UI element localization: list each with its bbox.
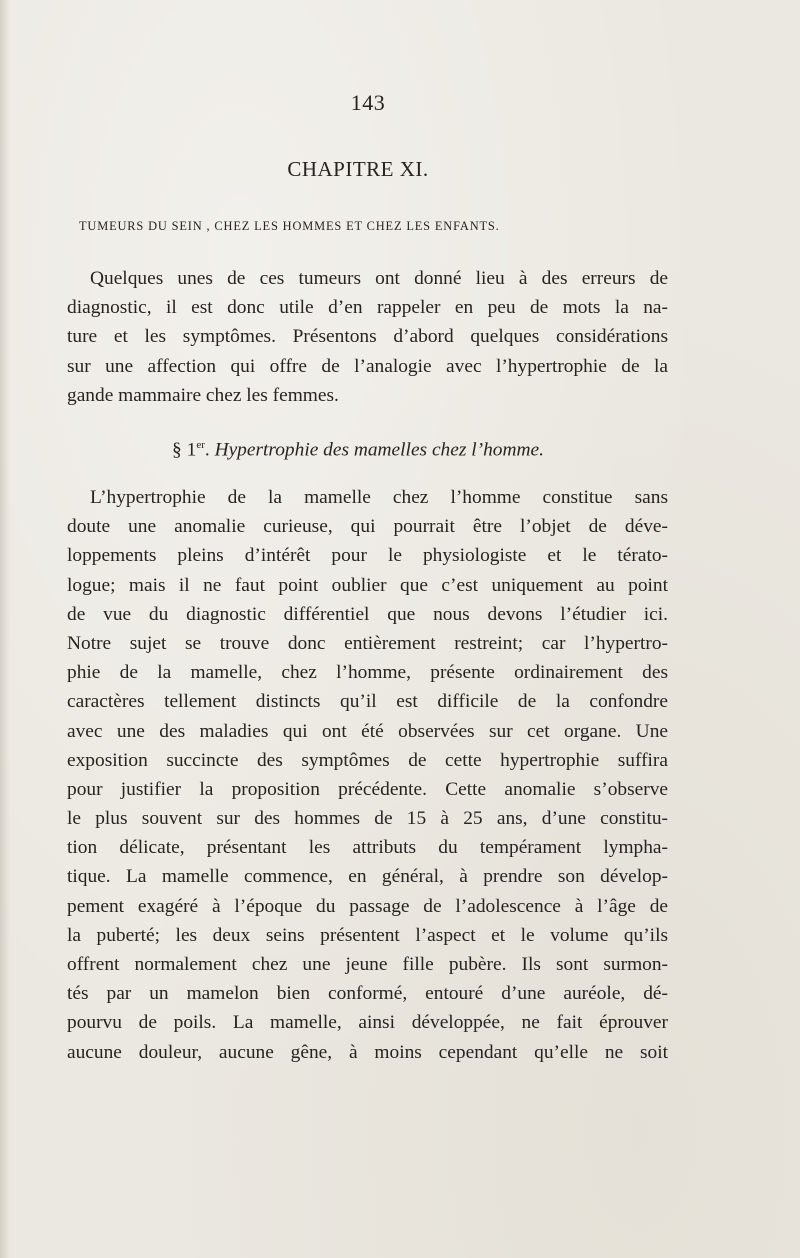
text-line: pourvu de poils. La mamelle, ainsi développée, ne fait éprouver	[67, 1012, 668, 1034]
intro-paragraph	[67, 264, 668, 410]
section-heading: § 1er. Hypertrophie des mamelles chez l’homme.	[172, 439, 544, 461]
text-line: offrent normalement chez une jeune fille pubère. Ils sont surmon-	[67, 954, 668, 975]
section-symbol: §	[172, 439, 182, 461]
chapter-subtitle: TUMEURS DU SEIN , CHEZ LES HOMMES ET CHEZ LES ENFANTS.	[79, 219, 500, 233]
text-line: la puberté; les deux seins présentent l’aspect et le volume qu’ils	[67, 924, 668, 946]
text-line: ture et les symptômes. Présentons d’abord quelques considérations	[67, 326, 668, 348]
section-number: 1	[186, 439, 197, 461]
text-line: doute une anomalie curieuse, qui pourrait être l’objet de déve-	[67, 516, 668, 538]
text-line: tés par un mamelon bien conformé, entouré d’une auréole, dé-	[67, 983, 668, 1005]
text-line: avec une des maladies qui ont été observées sur cet organe. Une	[67, 720, 668, 742]
text-line: tion délicate, présentant les attributs du tempérament lympha-	[67, 837, 668, 859]
text-line: diagnostic, il est donc utile d’en rappeler en peu de mots la na-	[67, 297, 668, 319]
text-line: aucune douleur, aucune gêne, à moins cependant qu’elle ne soit	[67, 1041, 668, 1063]
body-paragraph	[67, 483, 668, 1067]
text-line: de vue du diagnostic différentiel que nous devons l’étudier ici.	[67, 603, 668, 625]
text-line: Quelques unes de ces tumeurs ont donné lieu à des erreurs de	[90, 268, 668, 289]
page-number: 143	[350, 90, 386, 115]
text-line: tique. La mamelle commence, en général, à prendre son dévelop-	[67, 866, 668, 888]
text-line: phie de la mamelle, chez l’homme, présente ordinairement des	[67, 662, 668, 684]
chapter-title: CHAPITRE XI.	[287, 157, 429, 181]
section-number-superscript: er	[196, 439, 205, 451]
text-line: logue; mais il ne faut point oublier que c’est uniquement au point	[67, 574, 668, 596]
text-line: caractères tellement distincts qu’il est difficile de la confondre	[67, 691, 668, 713]
text-line: exposition succincte des symptômes de cette hypertrophie suffira	[67, 749, 668, 771]
text-line: loppements pleins d’intérêt pour le physiologiste et le térato-	[67, 545, 668, 567]
text-line: Notre sujet se trouve donc entièrement restreint; car l’hypertro-	[67, 632, 668, 654]
text-line: pement exagéré à l’époque du passage de l’adolescence à l’âge de	[67, 895, 668, 917]
page-edge-shadow	[0, 0, 10, 1258]
text-line: le plus souvent sur des hommes de 15 à 25 ans, d’une constitu-	[67, 808, 668, 830]
text-line: L’hypertrophie de la mamelle chez l’homme constitue sans	[90, 487, 668, 508]
section-title: Hypertrophie des mamelles chez l’homme.	[214, 439, 544, 461]
text-line: pour justifier la proposition précédente. Cette anomalie s’observe	[67, 778, 668, 800]
text-line: sur une affection qui offre de l’analogie avec l’hypertrophie de la	[67, 355, 668, 377]
text-line: gande mammaire chez les femmes.	[67, 384, 339, 406]
